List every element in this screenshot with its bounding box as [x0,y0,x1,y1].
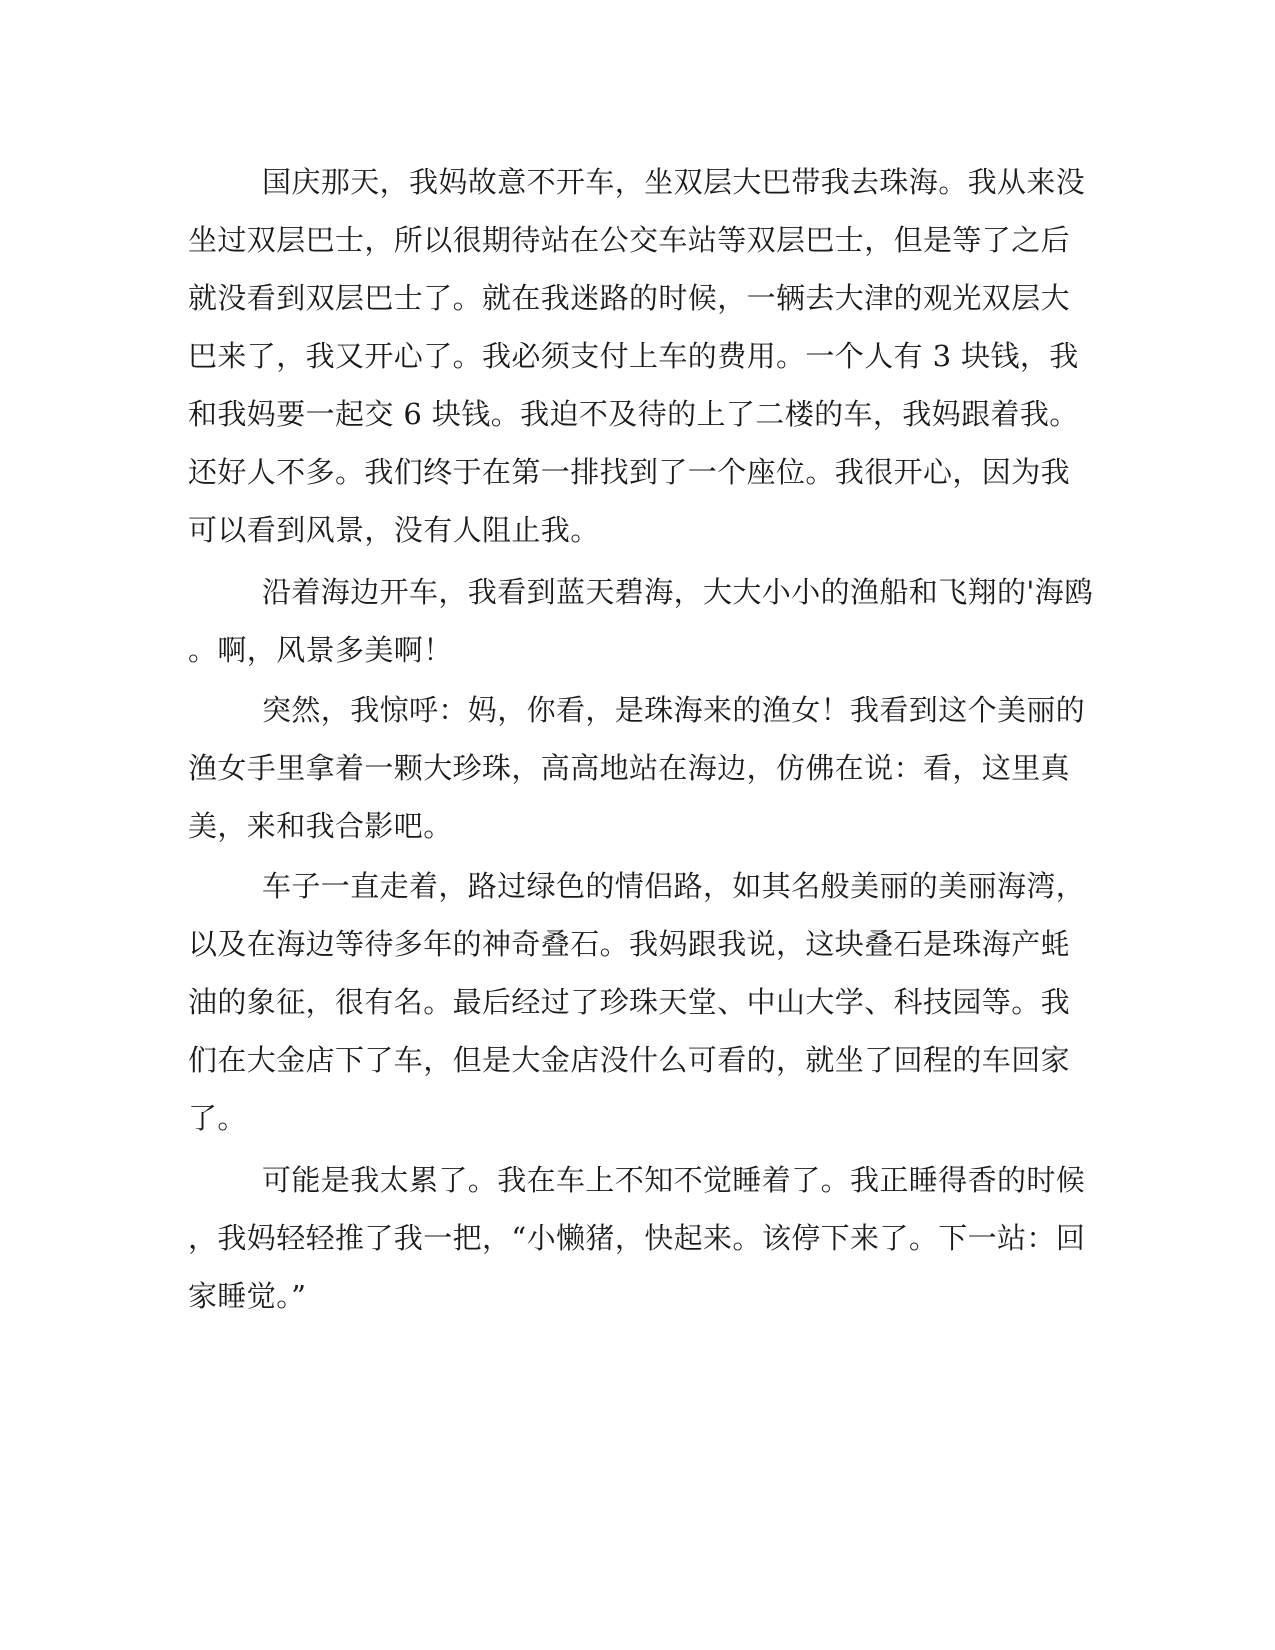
paragraph-4-line-3: 油的象征，很有名。最后经过了珍珠天堂、中山大学、科技园等。我 [188,985,1071,1019]
paragraph-4-line-1: 车子一直走着，路过绿色的情侣路，如其名般美丽的美丽海湾， [262,869,1086,903]
paragraph-1-line-2: 坐过双层巴士，所以很期待站在公交车站等双层巴士，但是等了之后 [188,223,1071,257]
paragraph-3-line-3: 美，来和我合影吧。 [188,809,453,843]
paragraph-1-line-1: 国庆那天，我妈故意不开车，坐双层大巴带我去珠海。我从来没 [262,165,1086,199]
paragraph-2-line-2: 。啊，风景多美啊！ [188,633,453,667]
paragraph-4-line-4: 们在大金店下了车，但是大金店没什么可看的，就坐了回程的车回家 [188,1043,1071,1077]
paragraph-3-line-2: 渔女手里拿着一颗大珍珠，高高地站在海边，仿佛在说：看，这里真 [188,751,1071,785]
paragraph-5-line-2: ，我妈轻轻推了我一把，“小懒猪，快起来。该停下来了。下一站：回 [188,1221,1086,1255]
paragraph-3-line-1: 突然，我惊呼：妈，你看，是珠海来的渔女！我看到这个美丽的 [262,693,1086,727]
paragraph-5-line-3: 家睡觉。” [188,1279,307,1313]
paragraph-5-line-1: 可能是我太累了。我在车上不知不觉睡着了。我正睡得香的时候 [262,1163,1086,1197]
paragraph-1-line-3: 就没看到双层巴士了。就在我迷路的时候，一辆去大津的观光双层大 [188,281,1071,315]
paragraph-1-line-5: 和我妈要一起交 6 块钱。我迫不及待的上了二楼的车，我妈跟着我。 [188,397,1079,431]
paragraph-1-line-7: 可以看到风景，没有人阻止我。 [188,513,600,547]
paragraph-1-line-4: 巴来了，我又开心了。我必须支付上车的费用。一个人有 3 块钱，我 [188,339,1079,373]
paragraph-4-line-2: 以及在海边等待多年的神奇叠石。我妈跟我说，这块叠石是珠海产蚝 [188,927,1071,961]
paragraph-1-line-6: 还好人不多。我们终于在第一排找到了一个座位。我很开心，因为我 [188,455,1071,489]
paragraph-2-line-1: 沿着海边开车，我看到蓝天碧海，大大小小的渔船和飞翔的'海鸥 [262,575,1094,609]
paragraph-4-line-5: 了。 [188,1101,247,1135]
